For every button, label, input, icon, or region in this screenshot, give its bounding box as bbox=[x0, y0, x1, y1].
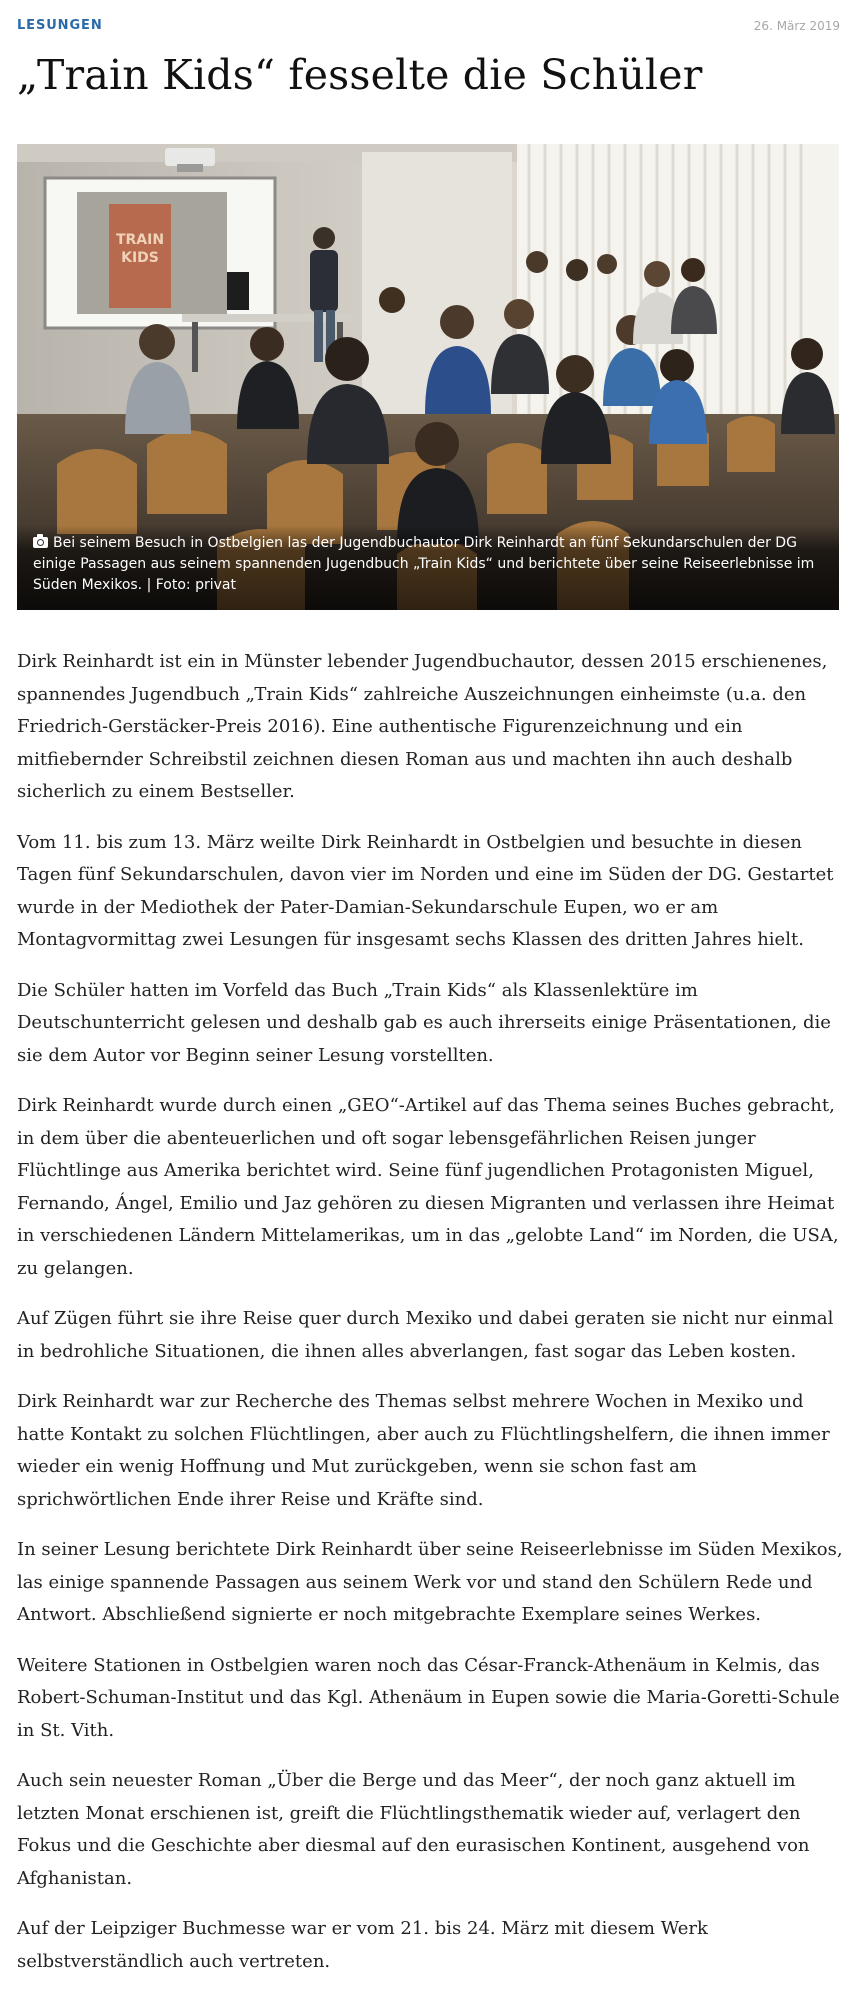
publish-date: 26. März 2019 bbox=[753, 18, 840, 33]
projection-title-2: KIDS bbox=[121, 250, 159, 266]
paragraph: Die Schüler hatten im Vorfeld das Buch „Train Kids“ als Klassenlektüre im Deutschunterricht gelesen und deshalb gab es auch ihrerseits einige Präsentationen, die sie dem Autor vor Beginn seiner Lesung vorstellten. bbox=[17, 979, 831, 1066]
paragraph: Weitere Stationen in Ostbelgien waren noch das César-Franck-Athenäum in Kelmis, das Robert-Schuman-Institut und das Kgl. Athenäum in Eupen sowie die Maria-Goretti-Schule in St. Vith. bbox=[17, 1654, 840, 1741]
paragraph: Dirk Reinhardt wurde durch einen „GEO“-Artikel auf das Thema seines Buches gebracht, in dem über die abenteuerlichen und oft sogar lebensgefährlichen Reisen junger Flüchtlinge aus Amerika berichtet wird. Seine fünf jugendlichen Protagonisten Miguel, Fernando, Ángel, Emilio und Jaz gehören zu diesen Migranten und verlassen ihre Heimat in verschiedenen Ländern Mittelamerikas, um in das „gelobte Land“ im Norden, die USA, zu gelangen. bbox=[17, 1095, 839, 1279]
paragraph: Auch sein neuester Roman „Über die Berge und das Meer“, der noch ganz aktuell im letzten Monat erschienen ist, greift die Flüchtlingsthematik wieder auf, verlagert den Fokus und die Geschichte aber diesmal auf den eurasischen Kontinent, ausgehend von Afghanistan. bbox=[17, 1770, 810, 1889]
projection-title-1: TRAIN bbox=[115, 232, 165, 248]
photo-caption bbox=[17, 525, 839, 610]
category-link[interactable]: LESUNGEN bbox=[17, 18, 103, 33]
article-meta bbox=[17, 18, 840, 33]
paragraph: Dirk Reinhardt ist ein in Münster lebender Jugendbuchautor, dessen 2015 erschienenes, spannendes Jugendbuch „Train Kids“ zahlreiche Auszeichnungen einheimste (u.a. den Friedrich-Gerstäcker-Preis 2016). Eine authentische Figurenzeichnung und ein mitfiebernder Schreibstil zeichnen diesen Roman aus und machten ihn auch deshalb sicherlich zu einem Bestseller. bbox=[17, 651, 828, 802]
photo-caption-text: Bei seinem Besuch in Ostbelgien las der Jugendbuchautor Dirk Reinhardt an fünf Sekundarschulen der DG einige Passagen aus seinem spannenden Jugendbuch „Train Kids“ und berichtete über seine Reiseerlebnisse im Süden Mexikos. | Foto: privat bbox=[33, 535, 815, 593]
article-title: „Train Kids“ fesselte die Schüler bbox=[17, 51, 703, 99]
paragraph: In seiner Lesung berichtete Dirk Reinhardt über seine Reiseerlebnisse im Süden Mexikos, las einige spannende Passagen aus seinem Werk vor und stand den Schülern Rede und Antwort. Abschließend signierte er noch mitgebrachte Exemplare seines Werkes. bbox=[17, 1539, 843, 1625]
paragraph: Auf Zügen führt sie ihre Reise quer durch Mexiko und dabei geraten sie nicht nur einmal in bedrohliche Situationen, die ihnen alles abverlangen, fast sogar das Leben kosten. bbox=[17, 1308, 834, 1362]
paragraph: Vom 11. bis zum 13. März weilte Dirk Reinhardt in Ostbelgien und besuchte in diesen Tagen fünf Sekundarschulen, davon vier im Norden und eine im Süden der DG. Gestartet wurde in der Mediothek der Pater-Damian-Sekundarschule Eupen, wo er am Montagvormittag zwei Lesungen für insgesamt sechs Klassen des dritten Jahres hielt. bbox=[17, 831, 834, 950]
camera-icon bbox=[33, 537, 48, 548]
article-photo[interactable] bbox=[17, 144, 839, 610]
article-body bbox=[17, 646, 843, 1996]
paragraph: Auf der Leipziger Buchmesse war er vom 21. bis 24. März mit diesem Werk selbstverständlich auch vertreten. bbox=[17, 1918, 708, 1972]
paragraph: Dirk Reinhardt war zur Recherche des Themas selbst mehrere Wochen in Mexiko und hatte Kontakt zu solchen Flüchtlingen, aber auch zu Flüchtlingshelfern, die ihnen immer wieder ein wenig Hoffnung und Mut zurückgeben, wenn sie schon fast am sprichwörtlichen Ende ihrer Reise und Kräfte sind. bbox=[17, 1391, 830, 1510]
